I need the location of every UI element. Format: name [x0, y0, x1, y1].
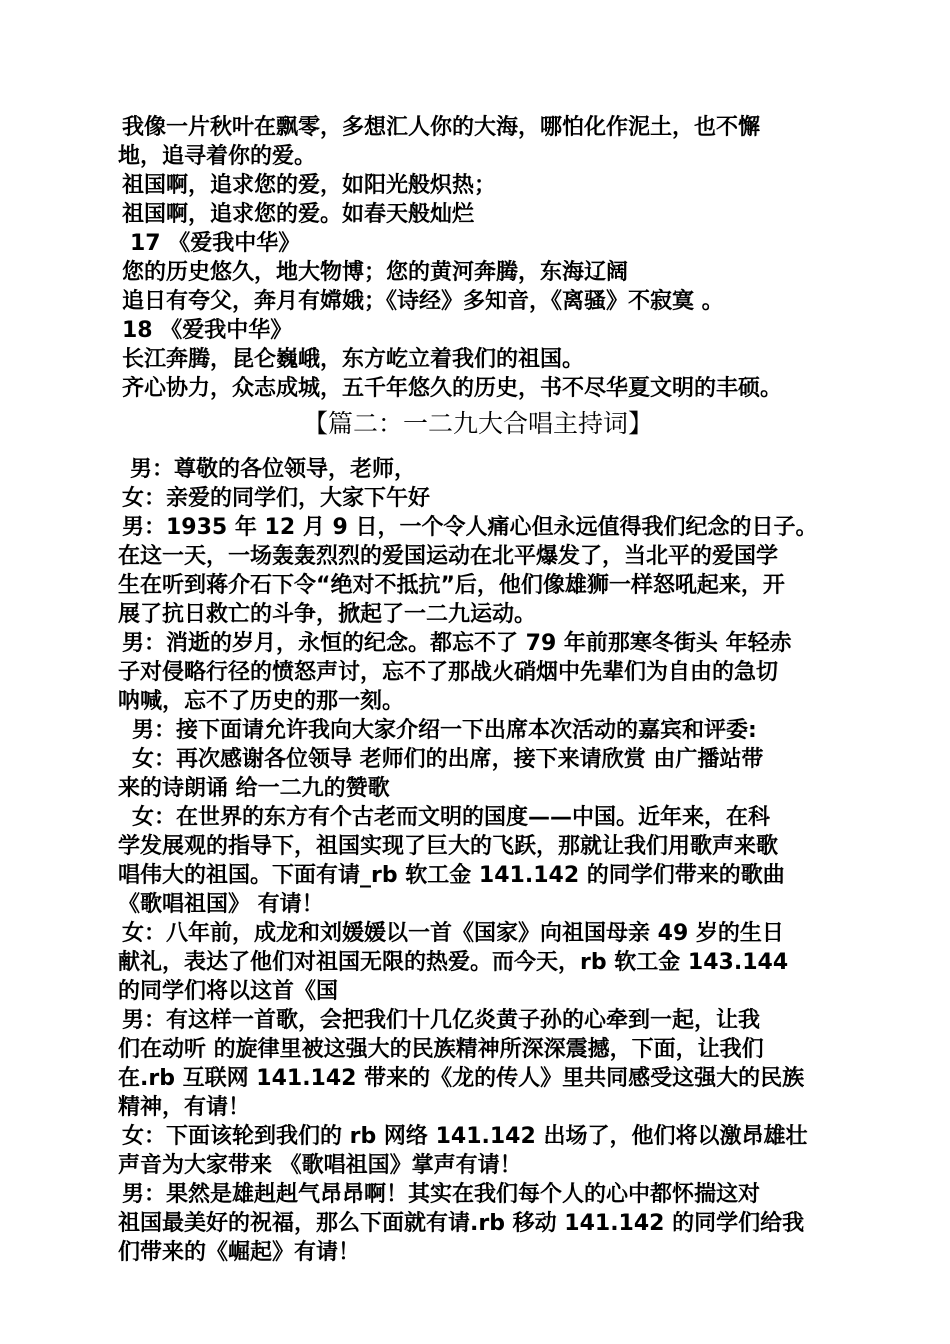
dialogue-line: 学发展观的指导下，祖国实现了巨大的飞跃，那就让我们用歌声来歌 [118, 834, 779, 859]
dialogue-line: 们带来的《崛起》有请！ [118, 1240, 361, 1265]
dialogue-line: 子对侵略行径的愤怒声讨，忘不了那战火硝烟中先辈们为自由的急切 [118, 660, 779, 685]
dialogue-line: 展了抗日救亡的斗争，掀起了一二九运动。 [118, 602, 537, 627]
text-line: 祖国啊，追求您的爱，如阳光般炽热； [122, 173, 497, 198]
dialogue-line: 在这一天，一场轰轰烈烈的爱国运动在北平爆发了，当北平的爱国学 [118, 544, 779, 569]
dialogue-line: 的同学们将以这首《国 [118, 979, 339, 1004]
dialogue-line: 献礼，表达了他们对祖国无限的热爱。而今天，rb 软工金 143.144 [118, 950, 789, 975]
dialogue-line: 精神，有请！ [118, 1095, 251, 1120]
dialogue-line: 来的诗朗诵 给一二九的赞歌 [118, 776, 390, 801]
dialogue-line: 男：1935 年 12 月 9 日，一个令人痛心但永远值得我们纪念的日子。 [122, 515, 818, 540]
document-page [118, 113, 838, 1267]
dialogue-line: 男：尊敬的各位领导，老师， [130, 457, 417, 482]
dialogue-line: 《歌唱祖国》 有请！ [118, 892, 324, 917]
dialogue-line: 男：果然是雄赳赳气昂昂啊！其实在我们每个人的心中都怀揣这对 [122, 1182, 761, 1207]
dialogue-line: 唱伟大的祖国。下面有请_rb 软工金 141.142 的同学们带来的歌曲 [118, 863, 785, 888]
dialogue-line: 们在动听 的旋律里被这强大的民族精神所深深震撼，下面，让我们 [118, 1037, 764, 1062]
dialogue-line: 祖国最美好的祝福，那么下面就有请.rb 移动 141.142 的同学们给我 [118, 1211, 805, 1236]
dialogue-line: 生在听到蒋介石下令“绝对不抵抗”后，他们像雄狮一样怒吼起来，开 [118, 573, 785, 598]
script-section [118, 455, 838, 1267]
dialogue-line: 男：接下面请允许我向大家介绍一下出席本次活动的嘉宾和评委: [132, 718, 757, 743]
dialogue-line: 声音为大家带来 《歌唱祖国》掌声有请！ [118, 1153, 522, 1178]
dialogue-line: 女：再次感谢各位领导 老师们的出席，接下来请欣赏 由广播站带 [132, 747, 764, 772]
dialogue-line: 在.rb 互联网 141.142 带来的《龙的传人》里共同感受这强大的民族 [118, 1066, 805, 1091]
text-line: 地，追寻着你的爱。 [118, 144, 317, 169]
text-line: 我像一片秋叶在飘零，多想汇人你的大海，哪怕化作泥土，也不懈 [122, 115, 761, 140]
dialogue-line: 呐喊，忘不了历史的那一刻。 [118, 689, 405, 714]
dialogue-line: 女：下面该轮到我们的 rb 网络 141.142 出场了，他们将以激昂雄壮 [122, 1124, 808, 1149]
text-line: 祖国啊，追求您的爱。如春天般灿烂 [122, 202, 475, 227]
text-line: 长江奔腾，昆仑巍峨，东方屹立着我们的祖国。 [122, 347, 585, 372]
dialogue-line: 男：消逝的岁月，永恒的纪念。都忘不了 79 年前那寒冬街头 年轻赤 [122, 631, 792, 656]
text-line: 您的历史悠久，地大物博；您的黄河奔腾，东海辽阔 [122, 260, 629, 285]
text-line: 追日有夸父，奔月有嫦娥；《诗经》多知音，《离骚》不寂寞 。 [122, 289, 724, 314]
song-number-line: 17 《爱我中华》 [130, 231, 301, 256]
poem-section [118, 113, 838, 403]
dialogue-line: 男：有这样一首歌，会把我们十几亿炎黄子孙的心牵到一起，让我 [122, 1008, 761, 1033]
dialogue-line: 女：亲爱的同学们，大家下午好 [122, 486, 431, 511]
dialogue-line: 女：八年前，成龙和刘媛媛以一首《国家》向祖国母亲 49 岁的生日 [122, 921, 784, 946]
dialogue-line: 女：在世界的东方有个古老而文明的国度——中国。近年来，在科 [132, 805, 771, 830]
text-line: 齐心协力，众志成城，五千年悠久的历史，书不尽华夏文明的丰硕。 [122, 376, 783, 401]
song-number-line: 18 《爱我中华》 [122, 318, 293, 343]
section-heading: 【篇二：一二九大合唱主持词】 [302, 409, 653, 438]
